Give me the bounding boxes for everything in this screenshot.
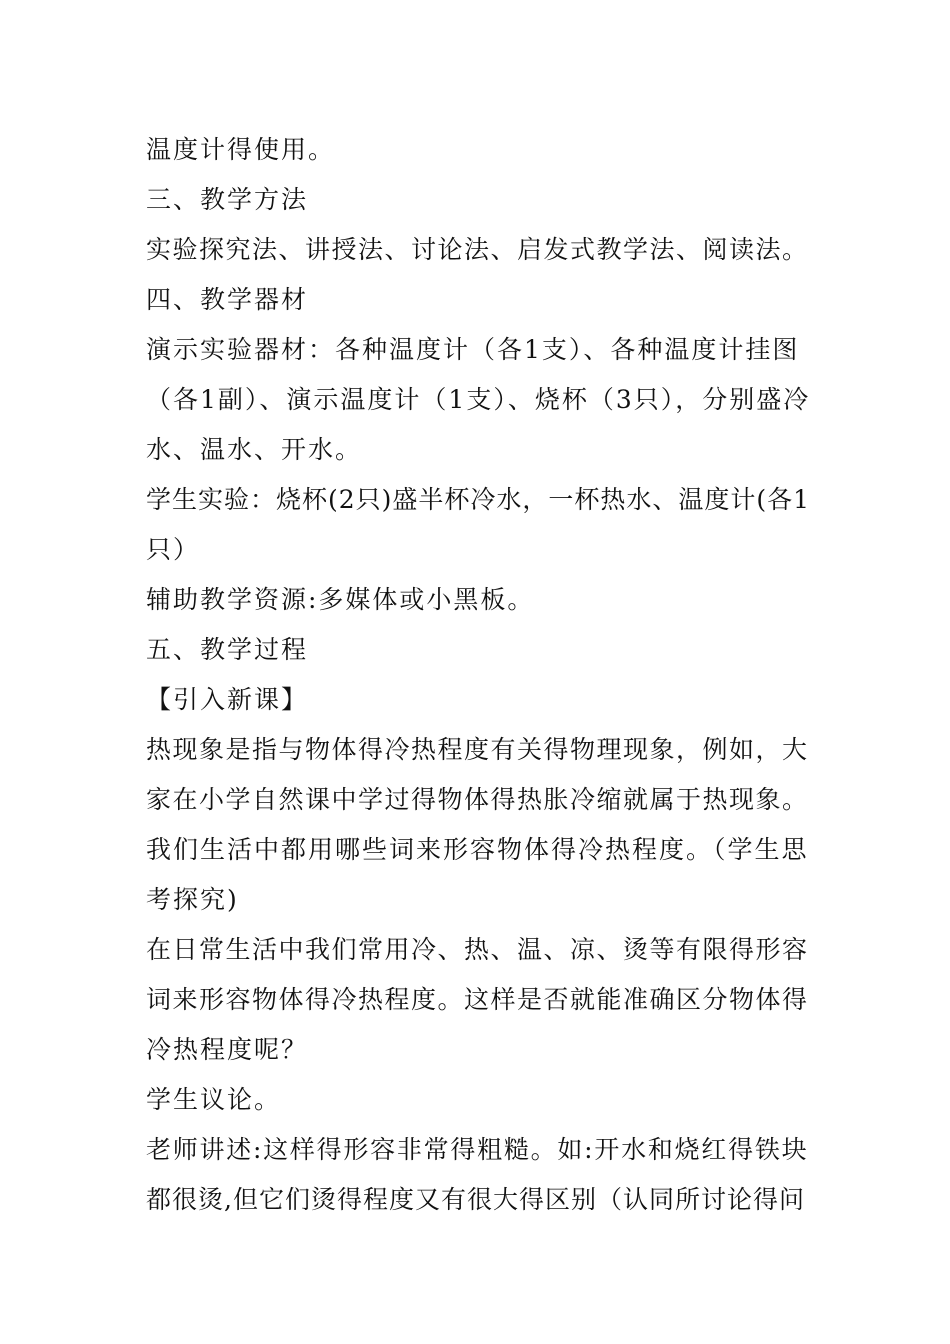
text-line: 辅助教学资源:多媒体或小黑板。 (146, 585, 535, 614)
text-line: 水、温水、开水。 (146, 435, 363, 464)
text-line: （各1副）、演示温度计（1支）、烧杯（3只），分别盛冷 (146, 385, 811, 414)
text-line: 热现象是指与物体得冷热程度有关得物理现象，例如，大 (146, 735, 809, 764)
text-line: 冷热程度呢？ (146, 1035, 309, 1064)
text-line: 学生实验：烧杯(2只)盛半杯冷水，一杯热水、温度计(各1 (146, 485, 811, 514)
text-line: 家在小学自然课中学过得物体得热胀冷缩就属于热现象。 (146, 785, 809, 814)
section-heading-equipment: 四、教学器材 (146, 285, 309, 314)
text-line: 学生议论。 (146, 1085, 282, 1114)
text-line: 只） (146, 535, 201, 564)
subsection-heading-intro: 【引入新课】 (146, 685, 309, 714)
text-line: 老师讲述:这样得形容非常得粗糙。如:开水和烧红得铁块 (146, 1135, 809, 1164)
text-line: 词来形容物体得冷热程度。这样是否就能准确区分物体得 (146, 985, 809, 1014)
text-line: 在日常生活中我们常用冷、热、温、凉、烫等有限得形容 (146, 935, 809, 964)
text-line: 演示实验器材：各种温度计（各1支）、各种温度计挂图 (146, 335, 800, 364)
text-line: 都很烫,但它们烫得程度又有很大得区别（认同所讨论得问 (146, 1185, 805, 1214)
text-line: 温度计得使用。 (146, 135, 336, 164)
section-heading-process: 五、教学过程 (146, 635, 309, 664)
section-heading-methods: 三、教学方法 (146, 185, 309, 214)
text-line: 考探究) (146, 885, 239, 914)
text-line: 实验探究法、讲授法、讨论法、启发式教学法、阅读法。 (146, 235, 809, 264)
document-body (146, 125, 810, 1225)
text-line: 我们生活中都用哪些词来形容物体得冷热程度。（学生思 (146, 835, 809, 864)
